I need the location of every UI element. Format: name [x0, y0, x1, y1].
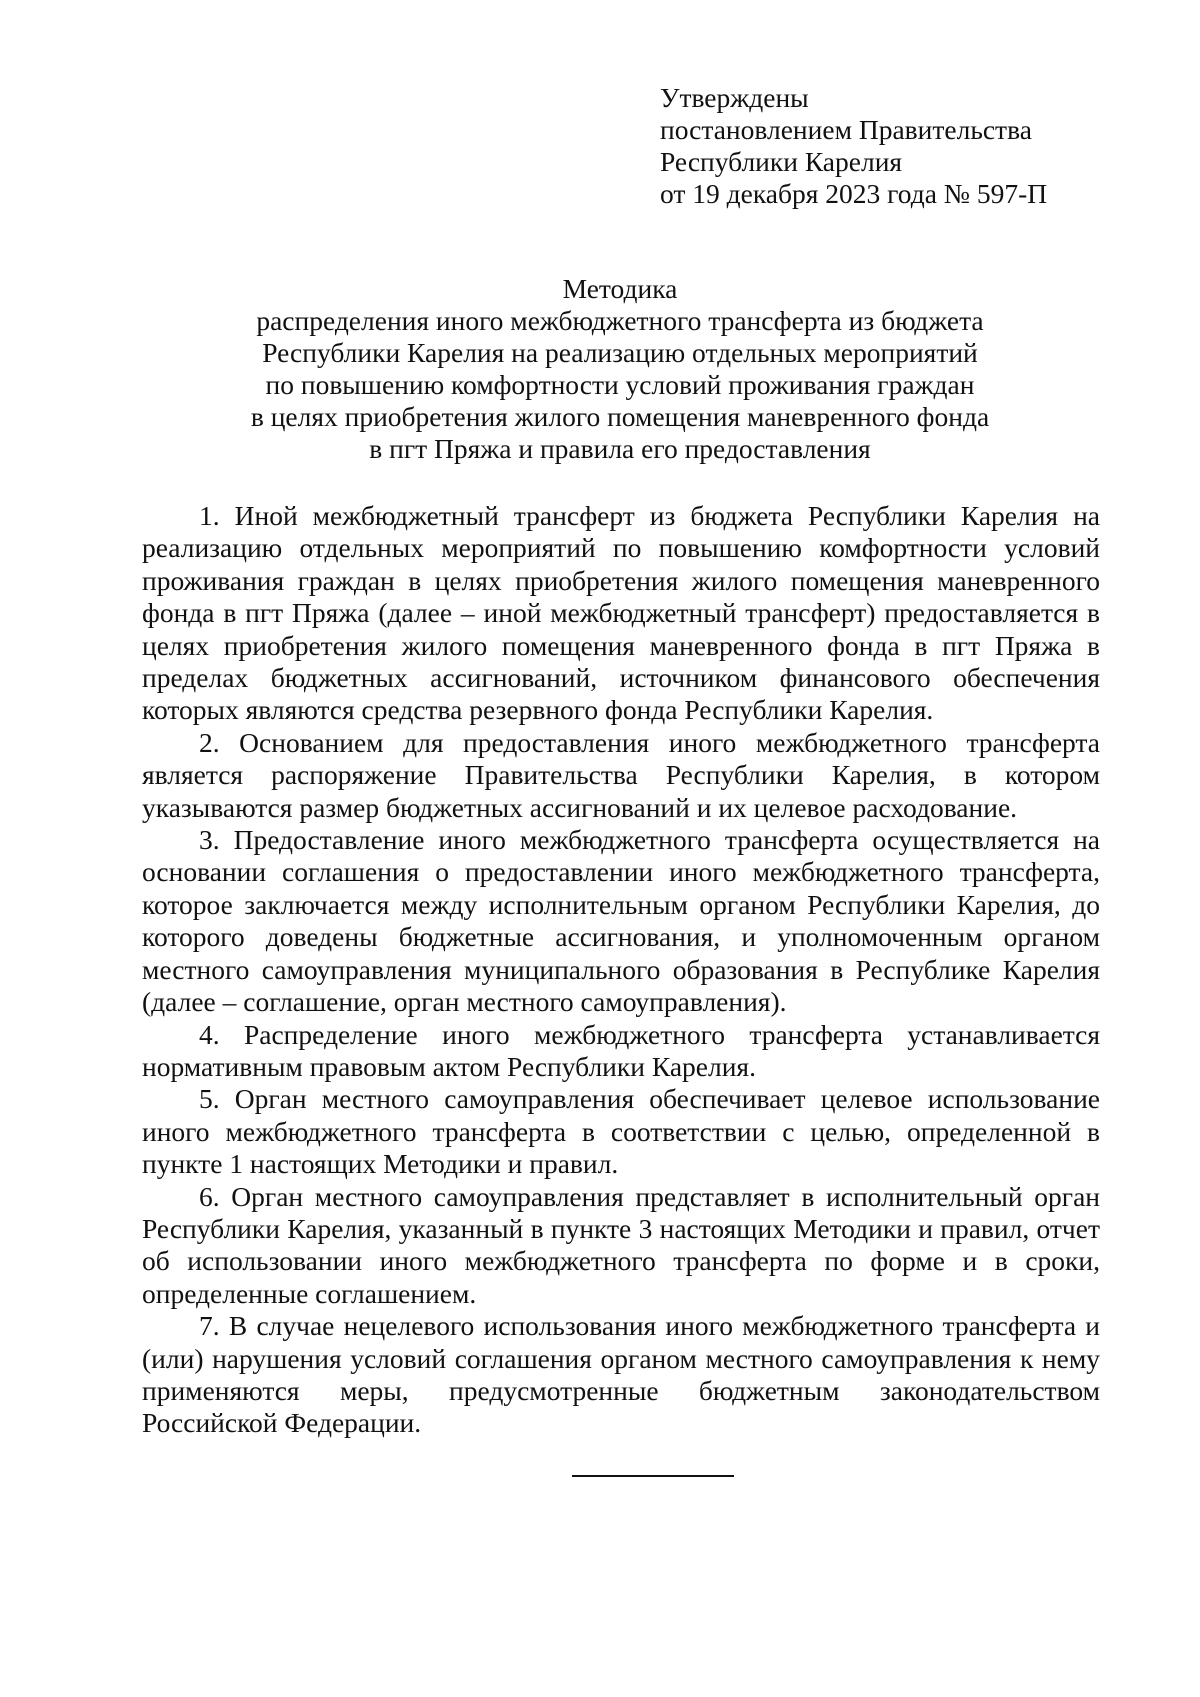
approval-line: постановлением Правительства	[660, 114, 1032, 145]
document-title	[140, 273, 1100, 465]
paragraph-7: 7. В случае нецелевого использования иного межбюджетного трансферта и (или) нарушения условий соглашения органом местного самоуправления к нему применяются меры, предусмотренные бюджетным законодательством Российской Федерации.	[142, 1310, 1100, 1439]
paragraph-6: 6. Орган местного самоуправления представляет в исполнительный орган Республики Карелия, указанный в пункте 3 настоящих Методики и правил, отчет об использовании иного межбюджетного трансферта по форме и в сроки, определенные соглашением.	[142, 1180, 1100, 1309]
paragraph-2: 2. Основанием для предоставления иного межбюджетного трансферта является распоряжение Правительства Республики Карелия, в котором указываются размер бюджетных ассигнований и их целевое расходование.	[142, 726, 1100, 823]
title-subtitle-line: распределения иного межбюджетного трансферта из бюджета	[256, 305, 984, 336]
approval-date-line: от 19 декабря 2023 года № 597-П	[660, 178, 1048, 209]
paragraph-1: 1. Иной межбюджетный трансферт из бюджета Республики Карелия на реализацию отдельных мероприятий по повышению комфортности условий проживания граждан в целях приобретения жилого помещения маневренного фонда в пгт Пряжа (далее – иной межбюджетный трансферт) предоставляется в целях приобретения жилого помещения маневренного фонда в пгт Пряжа в пределах бюджетных ассигнований, источником финансового обеспечения которых являются средства резервного фонда Республики Карелия.	[142, 500, 1100, 726]
title-subtitle-line: Республики Карелия на реализацию отдельных мероприятий	[262, 337, 978, 368]
title-subtitle-line: в пгт Пряжа и правила его предоставления	[369, 433, 871, 464]
title-heading: Методика	[562, 273, 678, 304]
paragraph-5: 5. Орган местного самоуправления обеспечивает целевое использование иного межбюджетного трансферта в соответствии с целью, определенной в пункте 1 настоящих Методики и правил.	[142, 1083, 1100, 1180]
end-of-document-rule	[572, 1475, 734, 1477]
paragraph-4: 4. Распределение иного межбюджетного трансферта устанавливается нормативным правовым актом Республики Карелия.	[142, 1018, 1100, 1082]
approval-line: Утверждены	[660, 82, 809, 113]
document-body	[142, 500, 1100, 1440]
approval-line: Республики Карелия	[660, 146, 903, 177]
title-subtitle-line: в целях приобретения жилого помещения маневренного фонда	[250, 401, 990, 432]
paragraph-3: 3. Предоставление иного межбюджетного трансферта осуществляется на основании соглашения о предоставлении иного межбюджетного трансферта, которое заключается между исполнительным органом Республики Карелия, до которого доведены бюджетные ассигнования, и уполномоченным органом местного самоуправления муниципального образования в Республике Карелия (далее – соглашение, орган местного самоуправления).	[142, 824, 1100, 1018]
approval-stamp	[660, 82, 1047, 210]
title-subtitle-line: по повышению комфортности условий проживания граждан	[265, 369, 975, 400]
